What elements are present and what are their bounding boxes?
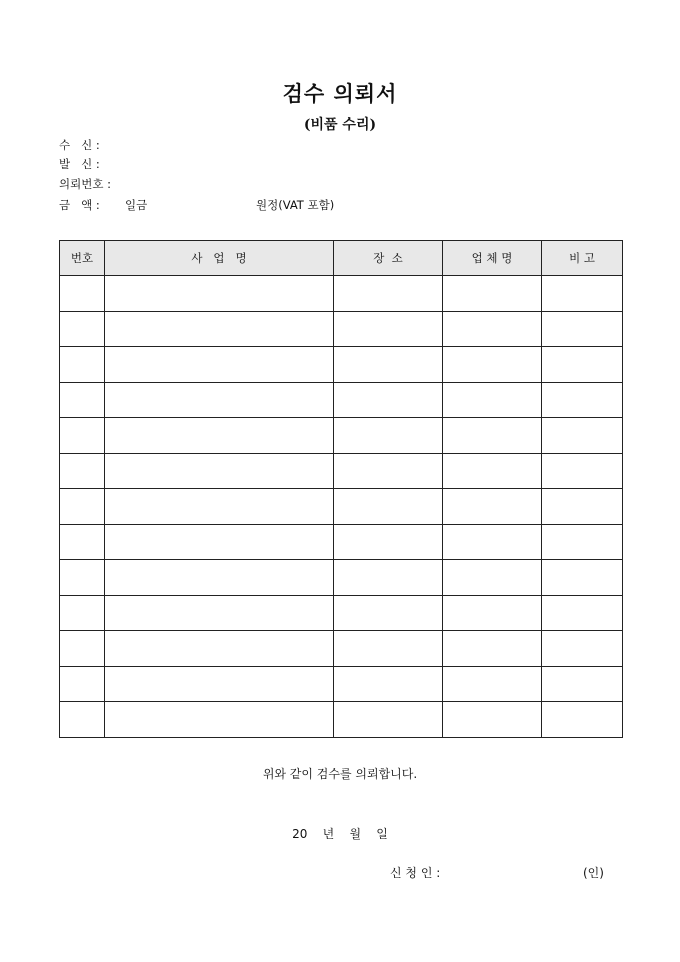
header-vendor-name: 업 체 명 xyxy=(443,241,542,276)
location-cell[interactable] xyxy=(334,524,443,560)
number-cell[interactable] xyxy=(60,382,105,418)
remarks-cell[interactable] xyxy=(542,524,623,560)
project-name-cell[interactable] xyxy=(105,382,334,418)
project-name-cell[interactable] xyxy=(105,311,334,347)
table-row xyxy=(60,489,623,525)
vendor-name-cell[interactable] xyxy=(443,595,542,631)
location-cell[interactable] xyxy=(334,489,443,525)
document-title: 검수 의뢰서 xyxy=(282,81,398,106)
vendor-name-cell[interactable] xyxy=(443,524,542,560)
remarks-cell[interactable] xyxy=(542,631,623,667)
table-row xyxy=(60,276,623,312)
remarks-cell[interactable] xyxy=(542,702,623,738)
vendor-name-cell[interactable] xyxy=(443,453,542,489)
table-row xyxy=(60,347,623,383)
number-cell[interactable] xyxy=(60,666,105,702)
remarks-cell[interactable] xyxy=(542,489,623,525)
date-line: 20 년 월 일 xyxy=(292,827,388,841)
number-cell[interactable] xyxy=(60,276,105,312)
project-name-cell[interactable] xyxy=(105,418,334,454)
location-cell[interactable] xyxy=(334,276,443,312)
location-cell[interactable] xyxy=(334,453,443,489)
seal-mark: (인) xyxy=(583,866,604,880)
table-row xyxy=(60,631,623,667)
table-row xyxy=(60,418,623,454)
header-remarks: 비 고 xyxy=(542,241,623,276)
number-cell[interactable] xyxy=(60,631,105,667)
sender-label: 발 신 : xyxy=(59,157,100,171)
vendor-name-cell[interactable] xyxy=(443,311,542,347)
number-cell[interactable] xyxy=(60,311,105,347)
remarks-cell[interactable] xyxy=(542,666,623,702)
location-cell[interactable] xyxy=(334,595,443,631)
table-row xyxy=(60,702,623,738)
recipient-row xyxy=(59,138,100,152)
header-number: 번호 xyxy=(60,241,105,276)
location-cell[interactable] xyxy=(334,382,443,418)
project-name-cell[interactable] xyxy=(105,347,334,383)
table-row xyxy=(60,311,623,347)
table-row xyxy=(60,560,623,596)
location-cell[interactable] xyxy=(334,631,443,667)
number-cell[interactable] xyxy=(60,418,105,454)
remarks-cell[interactable] xyxy=(542,418,623,454)
table-row xyxy=(60,453,623,489)
document-subtitle: (비품 수리) xyxy=(303,117,377,133)
remarks-cell[interactable] xyxy=(542,276,623,312)
number-cell[interactable] xyxy=(60,489,105,525)
vendor-name-cell[interactable] xyxy=(443,560,542,596)
request-no-label: 의뢰번호 : xyxy=(59,177,111,191)
remarks-cell[interactable] xyxy=(542,560,623,596)
number-cell[interactable] xyxy=(60,347,105,383)
vendor-name-cell[interactable] xyxy=(443,702,542,738)
request-no-row xyxy=(59,177,111,191)
project-name-cell[interactable] xyxy=(105,524,334,560)
amount-label: 금 액 : xyxy=(59,198,100,212)
inspection-table xyxy=(59,240,623,738)
amount-suffix: 원정(VAT 포함) xyxy=(256,198,335,212)
vendor-name-cell[interactable] xyxy=(443,489,542,525)
number-cell[interactable] xyxy=(60,560,105,596)
project-name-cell[interactable] xyxy=(105,631,334,667)
table-header-row xyxy=(60,241,623,276)
table-row xyxy=(60,666,623,702)
vendor-name-cell[interactable] xyxy=(443,666,542,702)
header-project-name: 사 업 명 xyxy=(105,241,334,276)
number-cell[interactable] xyxy=(60,595,105,631)
remarks-cell[interactable] xyxy=(542,595,623,631)
recipient-label: 수 신 : xyxy=(59,138,100,152)
request-statement: 위와 같이 검수를 의뢰합니다. xyxy=(262,767,418,781)
vendor-name-cell[interactable] xyxy=(443,382,542,418)
project-name-cell[interactable] xyxy=(105,276,334,312)
sender-row xyxy=(59,157,100,171)
vendor-name-cell[interactable] xyxy=(443,418,542,454)
number-cell[interactable] xyxy=(60,524,105,560)
remarks-cell[interactable] xyxy=(542,347,623,383)
amount-prefix: 일금 xyxy=(125,198,148,212)
number-cell[interactable] xyxy=(60,453,105,489)
location-cell[interactable] xyxy=(334,311,443,347)
project-name-cell[interactable] xyxy=(105,489,334,525)
vendor-name-cell[interactable] xyxy=(443,276,542,312)
project-name-cell[interactable] xyxy=(105,595,334,631)
table-row xyxy=(60,382,623,418)
table-row xyxy=(60,595,623,631)
table-row xyxy=(60,524,623,560)
project-name-cell[interactable] xyxy=(105,666,334,702)
remarks-cell[interactable] xyxy=(542,453,623,489)
vendor-name-cell[interactable] xyxy=(443,631,542,667)
project-name-cell[interactable] xyxy=(105,560,334,596)
project-name-cell[interactable] xyxy=(105,453,334,489)
remarks-cell[interactable] xyxy=(542,382,623,418)
location-cell[interactable] xyxy=(334,347,443,383)
project-name-cell[interactable] xyxy=(105,702,334,738)
vendor-name-cell[interactable] xyxy=(443,347,542,383)
location-cell[interactable] xyxy=(334,560,443,596)
remarks-cell[interactable] xyxy=(542,311,623,347)
applicant-label: 신 청 인 : xyxy=(390,866,441,880)
location-cell[interactable] xyxy=(334,666,443,702)
location-cell[interactable] xyxy=(334,702,443,738)
number-cell[interactable] xyxy=(60,702,105,738)
location-cell[interactable] xyxy=(334,418,443,454)
header-location: 장 소 xyxy=(334,241,443,276)
amount-row xyxy=(59,198,359,212)
table-body xyxy=(60,276,623,738)
